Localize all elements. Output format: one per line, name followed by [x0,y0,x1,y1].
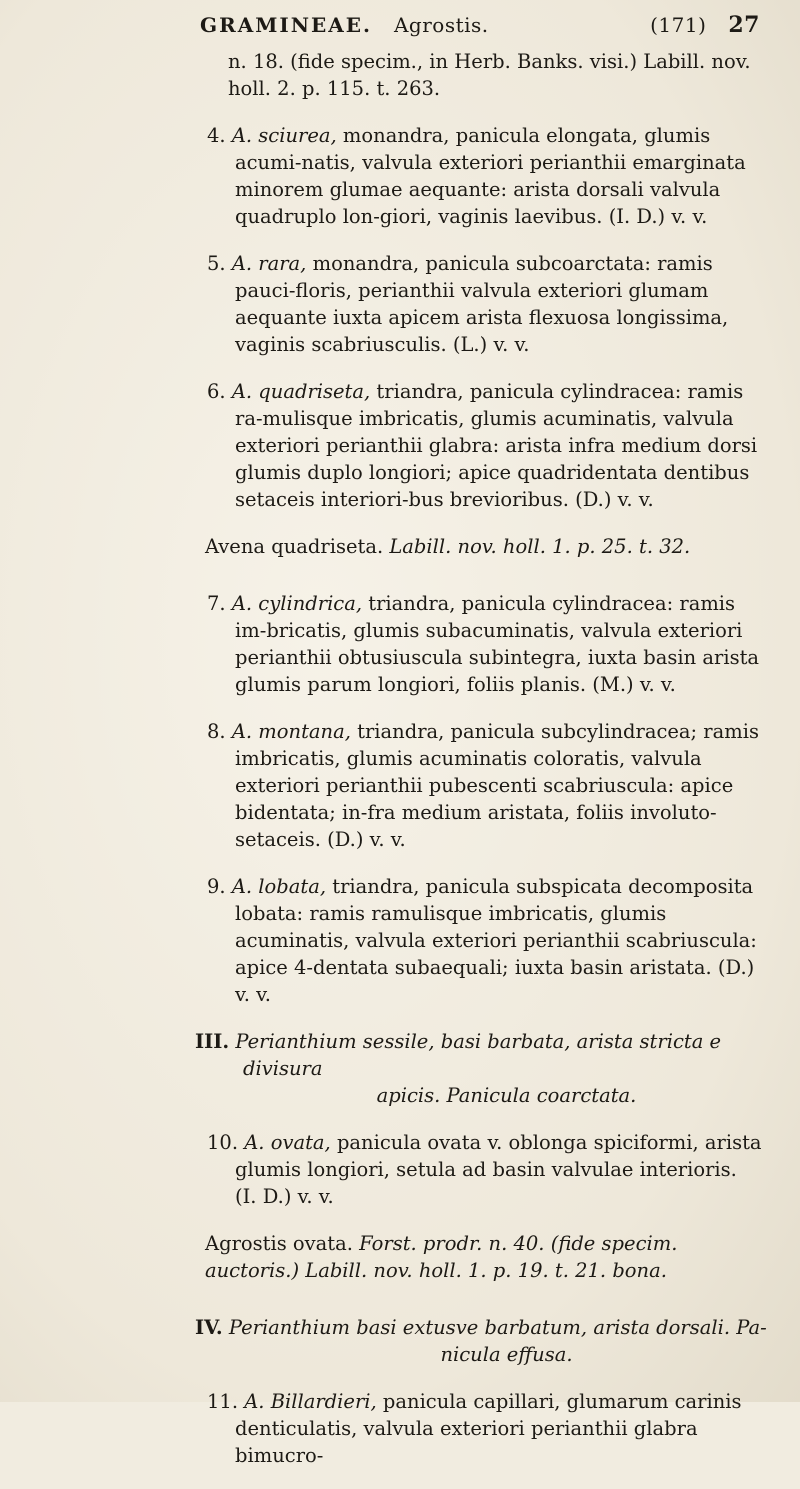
species-entry [207,873,764,1008]
species-number: 6. [207,380,226,403]
running-header [200,12,760,38]
species-description: panicula ovata v. oblonga spiciformi, arista glumis longiori, setula ad basin valvulae interioris. (I. D.) v. v. [235,1131,762,1208]
species-number: 9. [207,875,226,898]
species-number: 4. [207,124,226,147]
species-entry [207,718,764,853]
section-text: Perianthium sessile, basi barbata, arista stricta e divisura [235,1030,722,1080]
species-name: A. ovata, [244,1131,331,1154]
section-numeral: III. [195,1030,230,1053]
species-name: A. montana, [231,720,351,743]
species-name: A. cylindrica, [231,592,363,615]
species-entry [207,122,764,230]
species-description: monandra, panicula subcoarctata: ramis pauci-floris, perianthii valvula exteriori glumam aequante iuxta apicem arista flexuosa longissima, vaginis scabriusculis. (L.) v. v. [235,252,729,356]
species-entry [207,590,764,698]
species-number: 7. [207,592,226,615]
synonym-entry [205,533,764,560]
species-entry [207,1388,764,1469]
section-text-rest: apicis. Panicula coarctata. [376,1084,637,1107]
continuation-text: n. 18. (fide specim., in Herb. Banks. visi.) Labill. nov. holl. 2. p. 115. t. 263. [228,50,751,100]
species-description: triandra, panicula subcylindracea; ramis imbricatis, glumis acuminatis coloratis, valvula exteriori perianthii pubescenti scabriuscula: apice bidentata; in-fra medium aristata, foliis involuto-setaceis. (D.) v. v. [235,720,759,851]
section-text: Perianthium basi extusve barbatum, arista dorsali. Pa- [228,1316,767,1339]
page-number: 27 [728,12,760,38]
header-family: GRAMINEAE. [200,13,372,37]
species-name: A. rara, [231,252,307,275]
species-entry [207,250,764,358]
synonym-citation: Labill. nov. holl. 1. p. 25. t. 32. [389,535,691,558]
species-name: A. sciurea, [231,124,337,147]
species-description: triandra, panicula cylindracea: ramis ra-mulisque imbricatis, glumis acuminatis, valvula exteriori perianthii glabra: arista infra medium dorsi glumis duplo longiori; apice quadridentata dentibus setaceis interiori-bus brevioribus. (D.) v. v. [235,380,758,511]
section-heading [195,1028,770,1109]
species-entry [207,1129,764,1210]
species-description: triandra, panicula cylindracea: ramis im-bricatis, glumis subacuminatis, valvula exteriori perianthii obtusiuscula subintegra, iuxta basin arista glumis parum longiori, foliis planis. (M.) v. v. [235,592,760,696]
synonym-name: Avena quadriseta. [205,535,384,558]
text-body [0,50,800,1489]
section-heading [195,1314,770,1368]
species-number: 10. [207,1131,239,1154]
header-genus: Agrostis. [393,13,489,37]
species-number: 11. [207,1390,239,1413]
species-number: 8. [207,720,226,743]
species-name: A. lobata, [231,875,327,898]
species-description: monandra, panicula elongata, glumis acumi-natis, valvula exteriori perianthii emarginata minorem glumae aequante: arista dorsali valvula quadruplo lon-giori, vaginis laevibus. (I. D.) v. v. [235,124,746,228]
species-entry [207,378,764,513]
synonym-citation: Forst. prodr. n. 40. (fide specim. auctoris.) Labill. nov. holl. 1. p. 19. t. 21. bona. [205,1232,678,1282]
species-description: triandra, panicula subspicata decomposita lobata: ramis ramulisque imbricatis, glumis acuminatis, valvula exteriori perianthii scabriuscula: apice 4-dentata subaequali; iuxta basin aristata. (D.) v. v. [235,875,757,1006]
species-description: panicula capillari, glumarum carinis denticulatis, valvula exteriori perianthii glabra bimucro- [235,1390,742,1467]
synonym-entry [205,1230,764,1284]
header-leaf-number: (171) [650,13,707,37]
species-name: A. Billardieri, [244,1390,377,1413]
synonym-name: Agrostis ovata. [205,1232,353,1255]
species-number: 5. [207,252,226,275]
section-numeral: IV. [195,1316,223,1339]
species-name: A. quadriseta, [231,380,371,403]
section-text-rest: nicula effusa. [440,1343,573,1366]
